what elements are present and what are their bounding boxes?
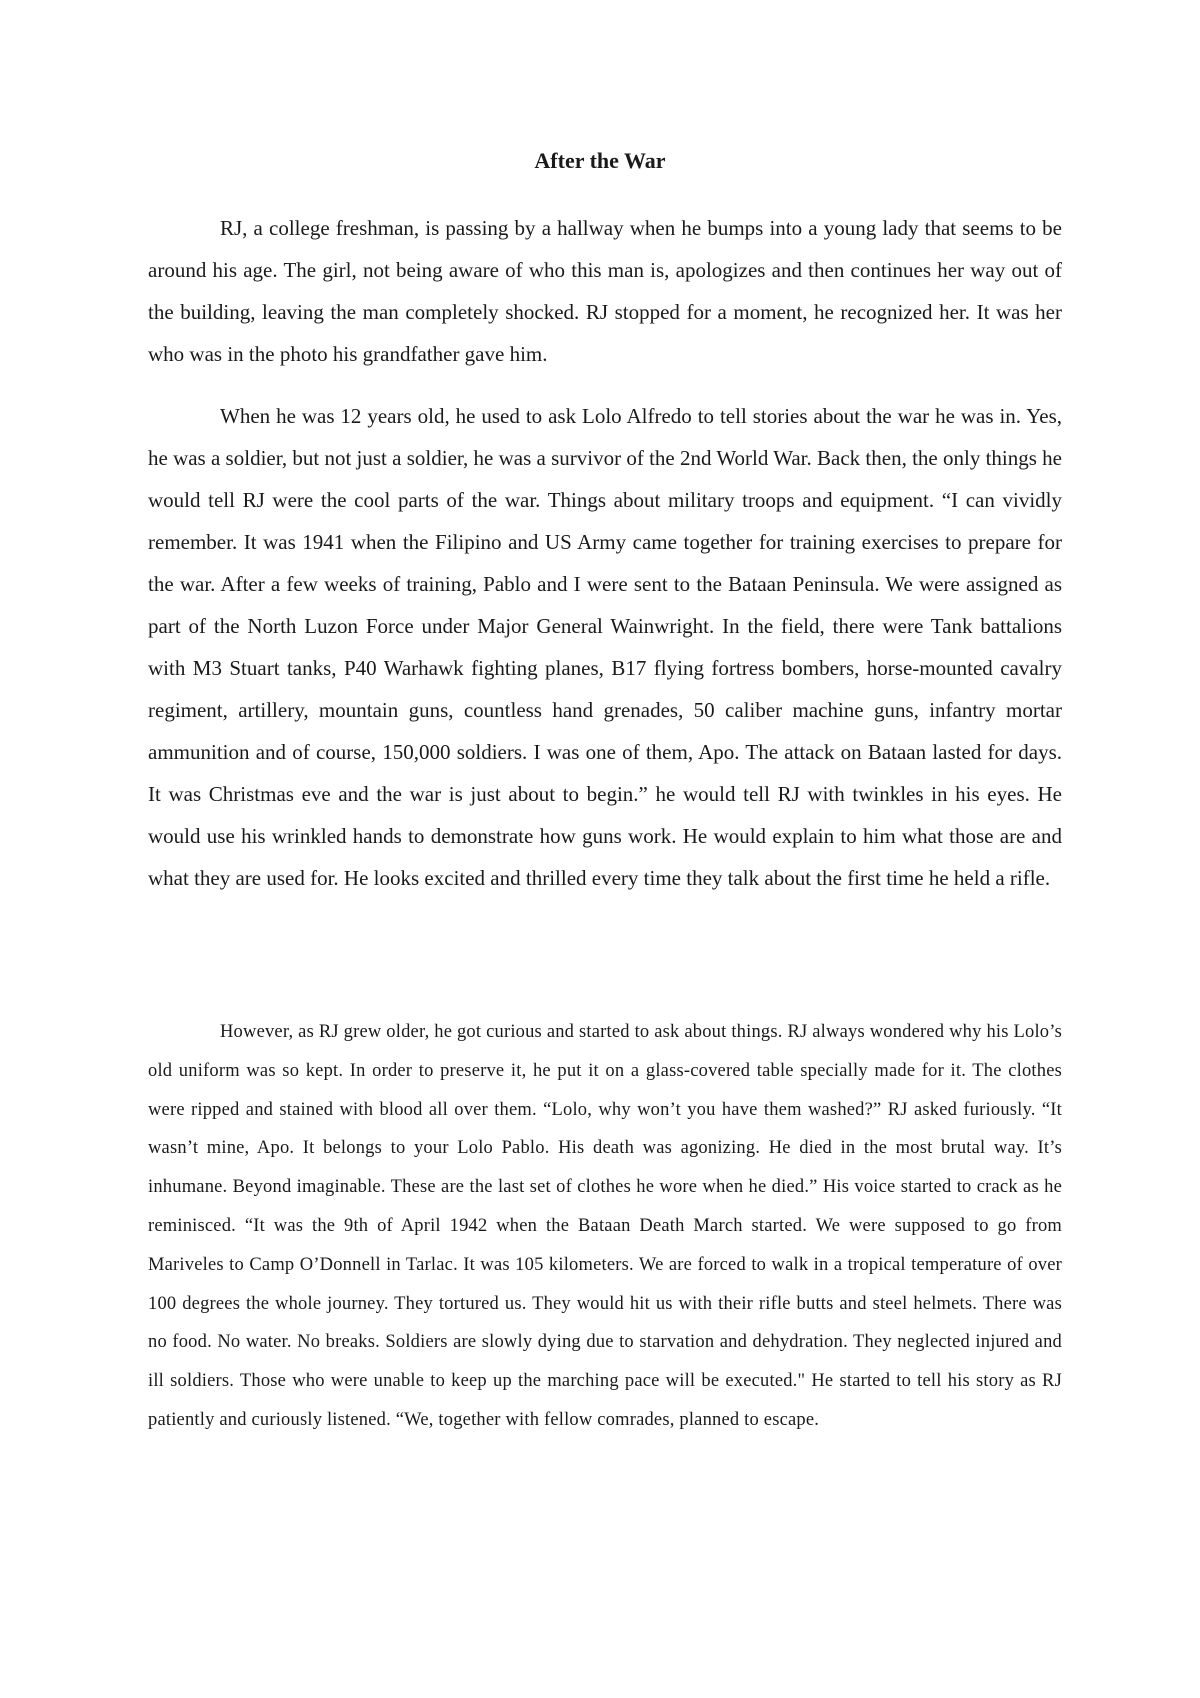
paragraph-2: When he was 12 years old, he used to ask Lolo Alfredo to tell stories about the war he was in. Yes, he was a soldier, but not just a soldier, he was a survivor of the 2nd World War. Back then, the only things he would tell RJ were the cool parts of the war. Things about military troops and equipment. “I can vividly remember. It was 1941 when the Filipino and US Army came together for training exercises to prepare for the war. After a few weeks of training, Pablo and I were sent to the Bataan Peninsula. We were assigned as part of the North Luzon Force under Major General Wainwright. In the field, there were Tank battalions with M3 Stuart tanks, P40 Warhawk fighting planes, B17 flying fortress bombers, horse-mounted cavalry regiment, artillery, mountain guns, countless hand grenades, 50 caliber machine guns, infantry mortar ammunition and of course, 150,000 soldiers. I was one of them, Apo. The attack on Bataan lasted for days. It was Christmas eve and the war is just about to begin.” he would tell RJ with twinkles in his eyes. He would use his wrinkled hands to demonstrate how guns work. He would explain to him what those are and what they are used for. He looks excited and thrilled every time they talk about the first time he held a rifle.	[148, 404, 1062, 890]
document-title: After the War	[534, 148, 666, 173]
paragraph-3: However, as RJ grew older, he got curious and started to ask about things. RJ always wondered why his Lolo’s old uniform was so kept. In order to preserve it, he put it on a glass-covered table specially made for it. The clothes were ripped and stained with blood all over them. “Lolo, why won’t you have them washed?” RJ asked furiously. “It wasn’t mine, Apo. It belongs to your Lolo Pablo. His death was agonizing. He died in the most brutal way. It’s inhumane. Beyond imaginable. These are the last set of clothes he wore when he died.” His voice started to crack as he reminisced. “It was the 9th of April 1942 when the Bataan Death March started. We were supposed to go from Mariveles to Camp O’Donnell in Tarlac. It was 105 kilometers. We are forced to walk in a tropical temperature of over 100 degrees the whole journey. They tortured us. They would hit us with their rifle butts and steel helmets. There was no food. No water. No breaks. Soldiers are slowly dying due to starvation and dehydration. They neglected injured and ill soldiers. Those who were unable to keep up the marching pace will be executed." He started to tell his story as RJ patiently and curiously listened. “We, together with fellow comrades, planned to escape.	[148, 1022, 1062, 1430]
paragraph-1: RJ, a college freshman, is passing by a hallway when he bumps into a young lady that seems to be around his age. The girl, not being aware of who this man is, apologizes and then continues her way out of the building, leaving the man completely shocked. RJ stopped for a moment, he recognized her. It was her who was in the photo his grandfather gave him.	[148, 216, 1062, 366]
